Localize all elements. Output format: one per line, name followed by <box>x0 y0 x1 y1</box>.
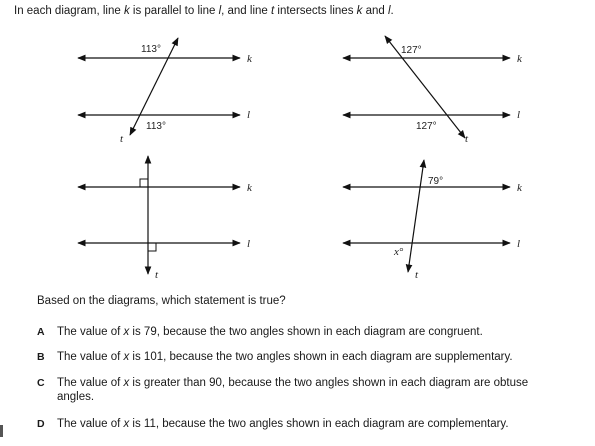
angle-label-bottom-1: 113° <box>146 121 166 132</box>
label-k-3: k <box>247 182 252 194</box>
label-k-1: k <box>247 53 252 65</box>
label-l-3: l <box>247 238 251 250</box>
label-l-2: l <box>517 109 521 121</box>
choice-a[interactable] <box>37 325 567 339</box>
diagram-2 <box>343 36 523 145</box>
choice-letter: A <box>37 326 45 338</box>
label-l-1: l <box>247 109 251 121</box>
label-t-2: t <box>465 133 469 145</box>
choice-letter: C <box>37 377 45 389</box>
angle-label-top-4: 79° <box>428 176 444 187</box>
diagram-4 <box>343 160 523 281</box>
choice-text: The value of x is greater than 90, because the two angles shown in each diagram are obtuse angles. <box>57 377 529 403</box>
diagram-1 <box>78 38 253 145</box>
choice-letter: B <box>37 351 45 363</box>
label-t-4: t <box>415 269 419 281</box>
choice-d[interactable] <box>37 417 577 431</box>
angle-label-bottom-2: 127° <box>416 121 437 132</box>
question-text: Based on the diagrams, which statement is true? <box>37 295 286 307</box>
choice-text: The value of x is 101, because the two angles shown in each diagram are supplementary. <box>57 351 513 363</box>
choice-text: The value of x is 11, because the two angles shown in each diagram are complementary. <box>57 418 509 430</box>
edge-marker <box>0 425 3 437</box>
label-t-1: t <box>120 133 124 145</box>
label-l-4: l <box>517 238 521 250</box>
choice-text: The value of x is 79, because the two angles shown in each diagram are congruent. <box>57 326 483 338</box>
instructions: In each diagram, line k is parallel to line l, and line t intersects lines k and l. <box>14 5 394 17</box>
angle-label-top-2: 127° <box>401 45 422 56</box>
choice-c[interactable] <box>37 376 567 404</box>
angle-label-bottom-4: x° <box>394 246 404 258</box>
right-angle-mark-top <box>140 179 148 187</box>
angle-label-top-1: 113° <box>141 44 161 55</box>
line-t-4 <box>408 160 424 272</box>
label-k-2: k <box>517 53 522 65</box>
label-k-4: k <box>517 182 522 194</box>
choice-letter: D <box>37 418 45 430</box>
right-angle-mark-bottom <box>148 243 156 251</box>
choice-b[interactable] <box>37 350 577 364</box>
label-t-3: t <box>155 269 159 281</box>
diagram-3 <box>78 156 253 281</box>
